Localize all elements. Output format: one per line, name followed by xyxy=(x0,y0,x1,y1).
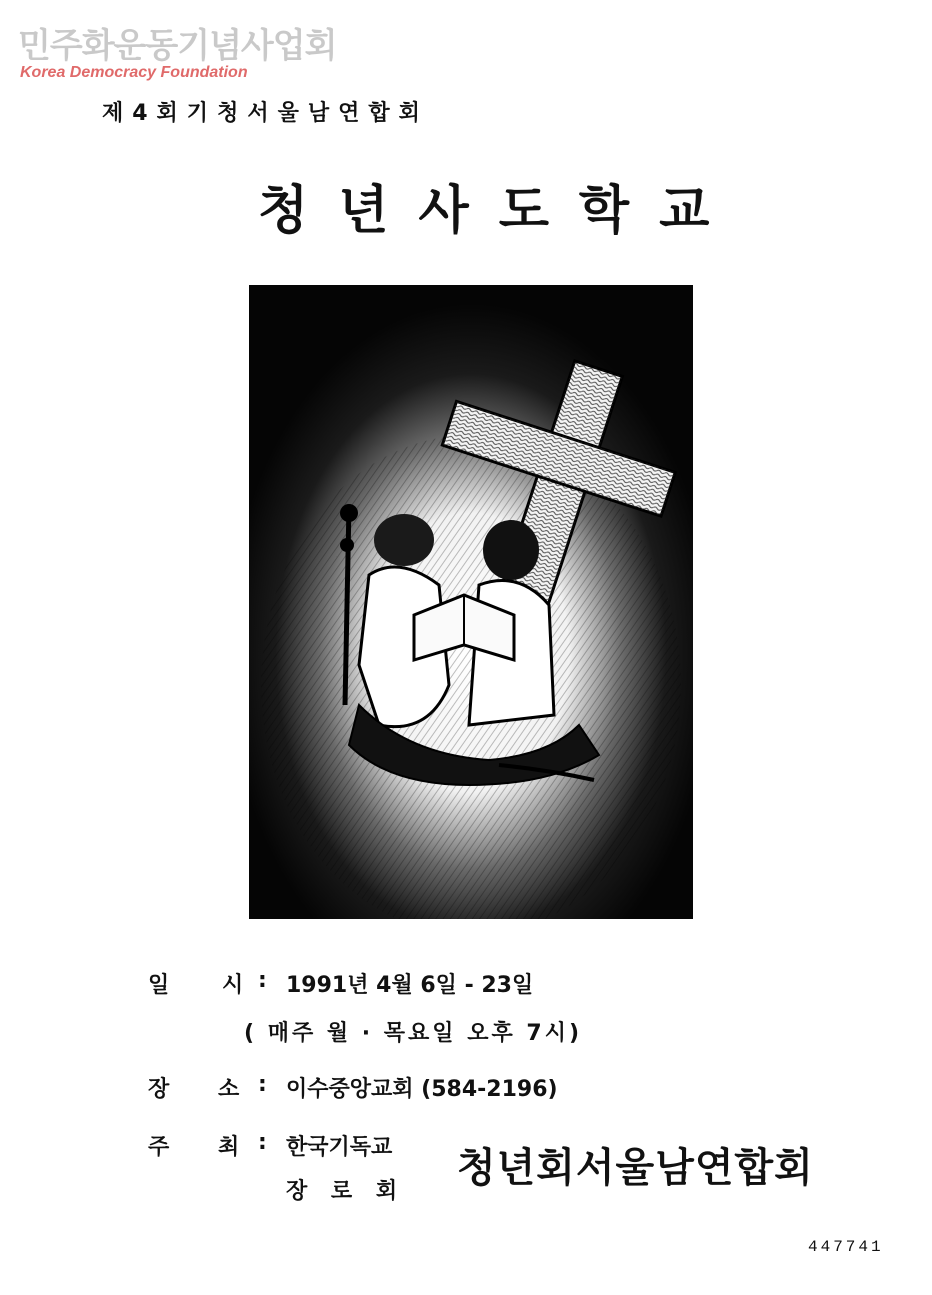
date-note: ( 매주 월 · 목요일 오후 7시) xyxy=(244,1021,582,1046)
host-label-1: 주 xyxy=(148,1135,170,1160)
host-org-line2: 장 로 회 xyxy=(286,1179,406,1204)
document-number: 447741 xyxy=(808,1238,884,1256)
page-title: 청년사도학교 xyxy=(258,180,740,241)
host-colon: : xyxy=(258,1130,267,1155)
date-colon: : xyxy=(258,968,267,993)
cross-and-praying-figures-illustration xyxy=(249,285,693,919)
date-value: 1991년 4월 6일 - 23일 xyxy=(286,973,534,998)
watermark-korean: 민주화운동기념사업회 xyxy=(18,26,337,66)
place-colon: : xyxy=(258,1072,267,1097)
place-label-2: 소 xyxy=(218,1077,240,1102)
date-label-1: 일 xyxy=(148,973,170,998)
date-label-2: 시 xyxy=(222,973,244,998)
host-org-main: 청년회서울남연합회 xyxy=(457,1144,814,1191)
host-org-line1: 한국기독교 xyxy=(286,1135,393,1160)
watermark-english: Korea Democracy Foundation xyxy=(20,64,248,81)
place-label-1: 장 xyxy=(148,1077,170,1102)
place-value: 이수중앙교회 (584-2196) xyxy=(286,1077,558,1102)
host-label-2: 최 xyxy=(218,1135,240,1160)
subtitle: 제4회기청서울남연합회 xyxy=(102,101,429,126)
